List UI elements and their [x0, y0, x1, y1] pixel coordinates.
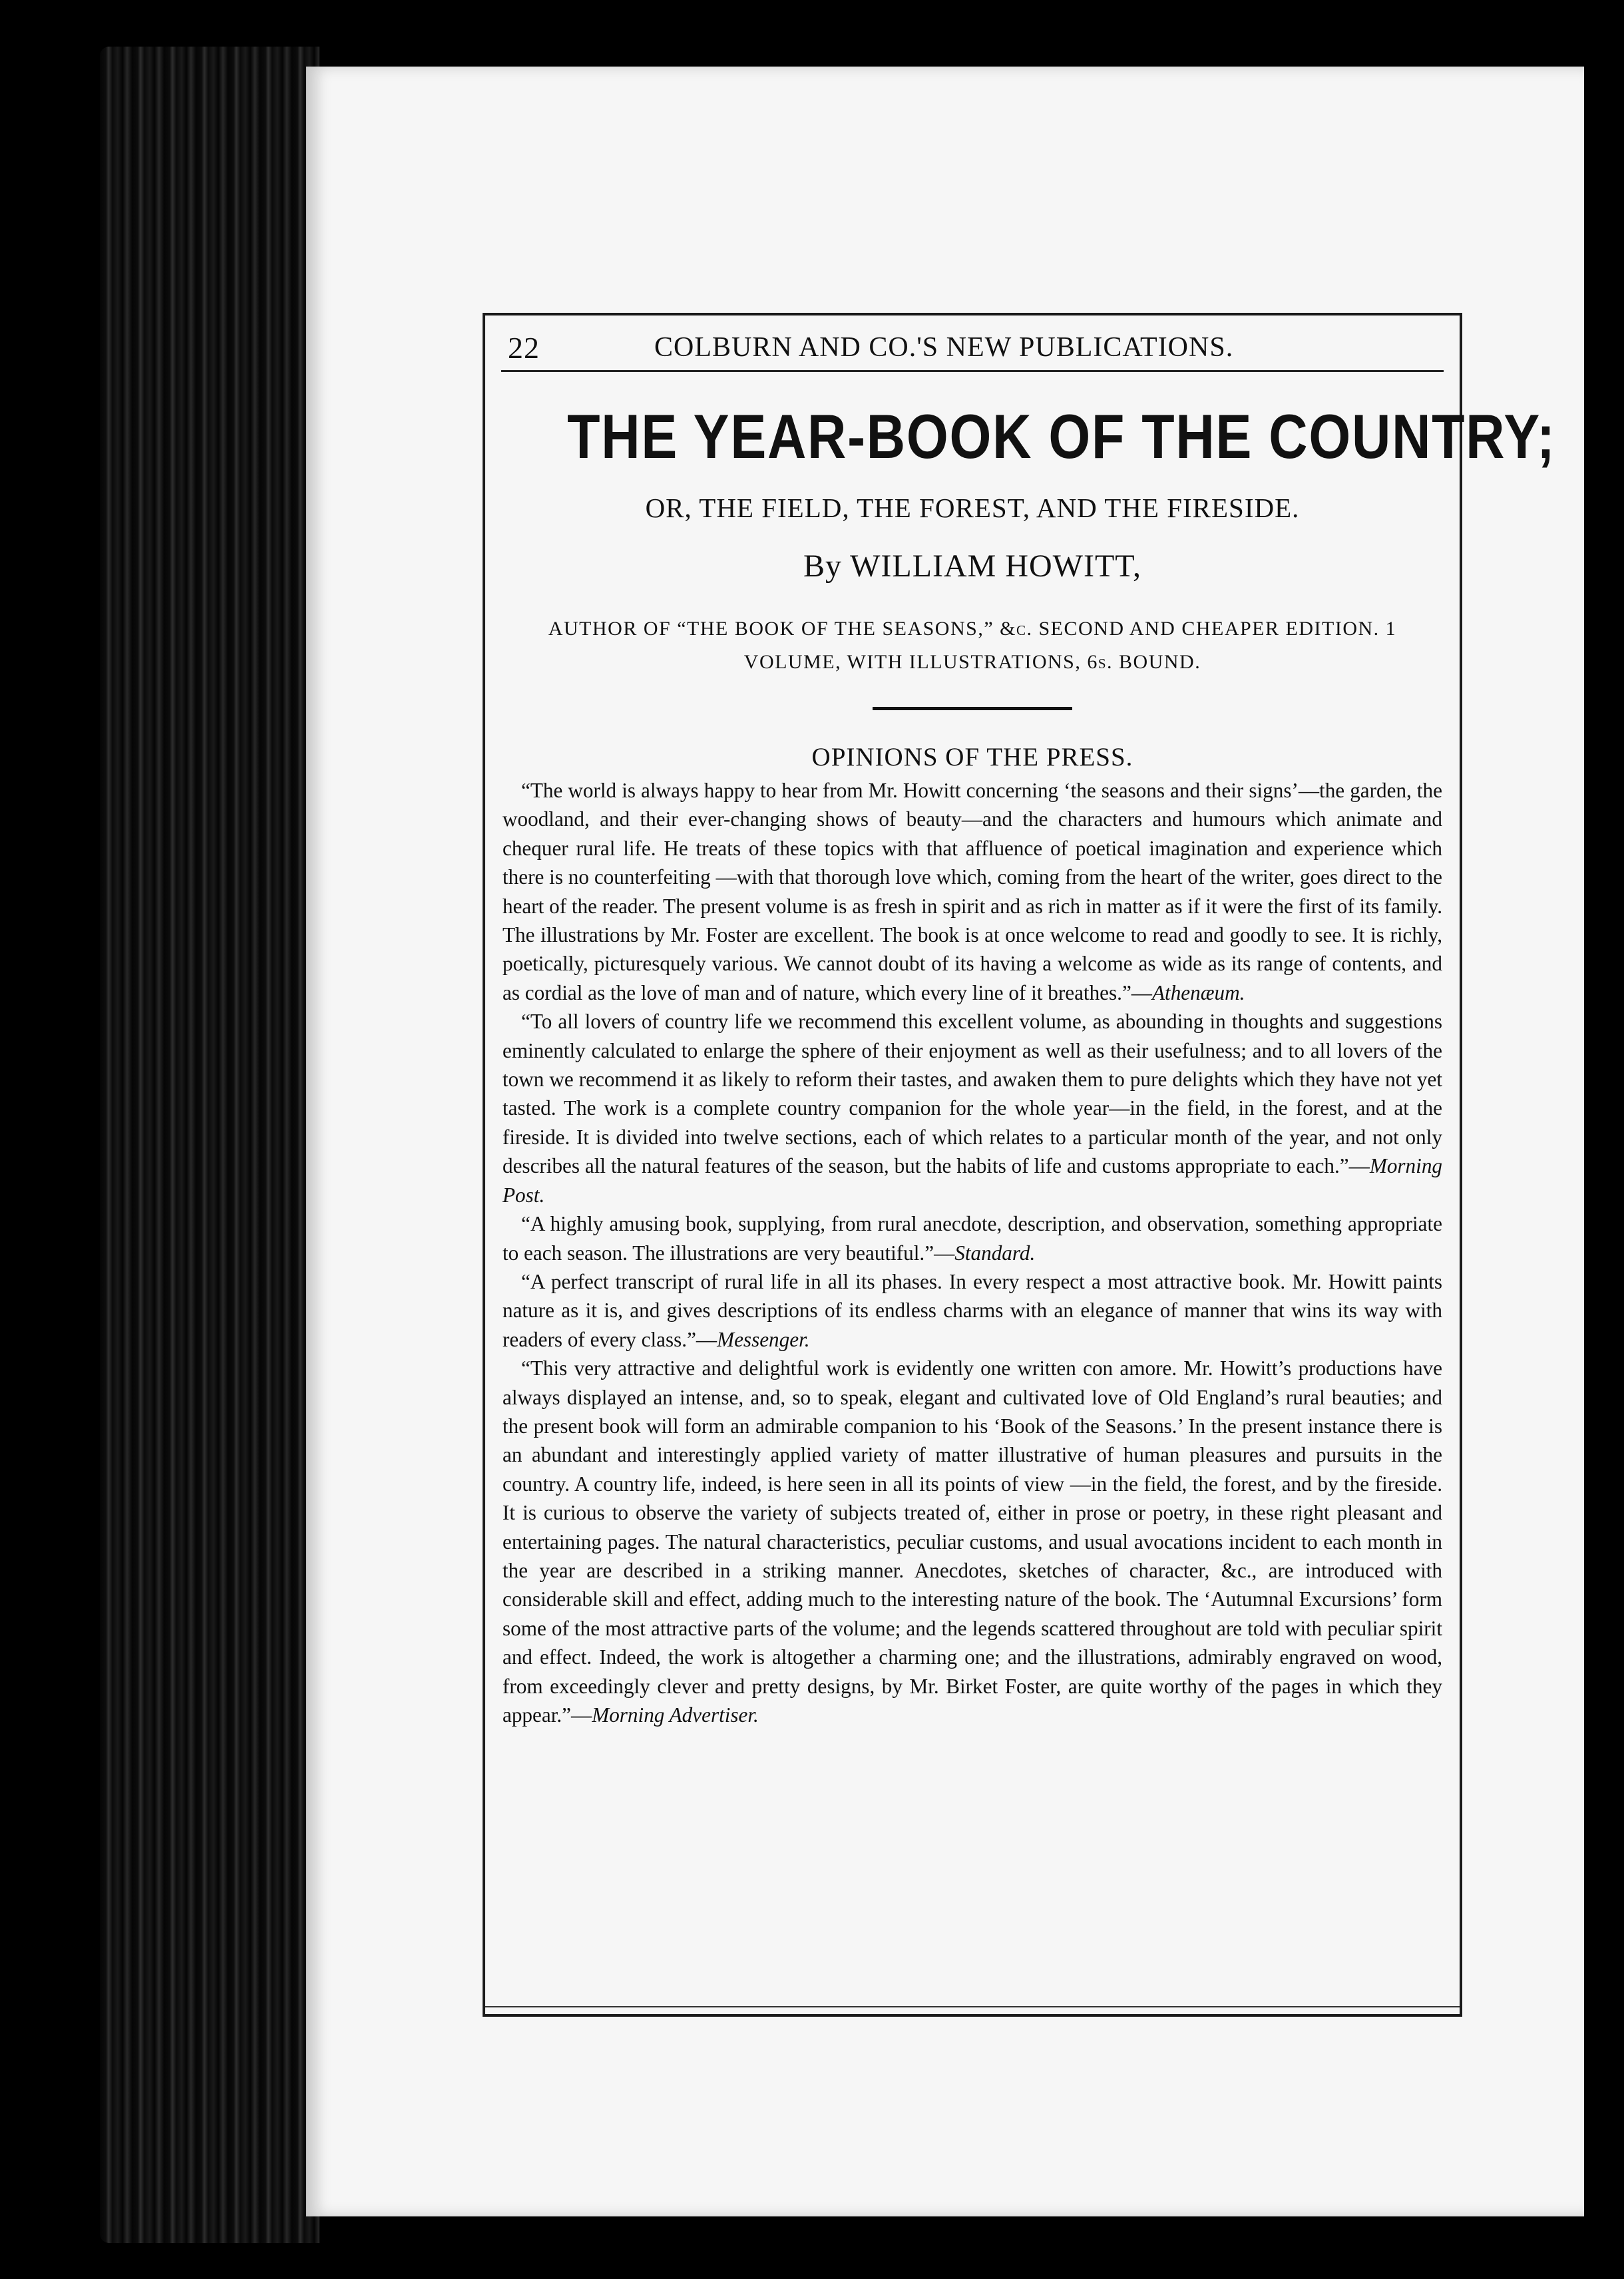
press-quote [501, 1267, 1444, 1354]
quote-text: “To all lovers of country life we recommend this excellent volume, as abounding in thoughts and suggestions eminently calculated to enlarge the sphere of their enjoyment as well as their usefulness; and to all lovers of the town we recommend it as likely to reform their tastes, and awaken them to pure delights which they have not yet tasted. The work is a complete country companion for the whole year—in the field, in the forest, and at the fireside. It is divided into twelve sections, each of which relates to a particular month of the year, and not only describes all the natural features of the season, but the habits of life and customs appropriate to each.”— [503, 1010, 1442, 1178]
quote-source: Athenæum. [1151, 980, 1245, 1004]
bottom-rule [485, 2006, 1460, 2007]
advertisement-frame [483, 313, 1556, 2017]
press-quote [501, 1007, 1444, 1209]
section-divider [873, 707, 1072, 710]
author-byline: By WILLIAM HOWITT, [803, 548, 1142, 584]
quote-text: “The world is always happy to hear from Mr. Howitt concerning ‘the seasons and their signs’—the garden, the woodland, and their ever-changing shows of beauty—and the characters and humours which animate and chequer rural life. He treats of these topics with that affluence of poetical imagination and experience which there is no counterfeiting —with that thorough love which, coming from the heart of the writer, goes direct to the heart of the reader. The present volume is as fresh in spirit and as rich in matter as if it were the first of its family. The illustrations by Mr. Foster are excellent. The book is at once welcome to read and goodly to see. It is richly, poetically, picturesquely various. We cannot doubt of its having a welcome as wide as its range of contents, and as cordial as the love of man and of nature, which every line of it breathes.”— [503, 779, 1442, 1004]
quote-text: “A perfect transcript of rural life in all its phases. In every respect a most attractive book. Mr. Howitt paints nature as it is, and gives descriptions of its endless charms with an elegance of manner that wins its way with readers of every class.”— [503, 1269, 1442, 1351]
quote-source: Messenger. [717, 1327, 810, 1351]
opinions-heading: OPINIONS OF THE PRESS. [811, 743, 1133, 771]
quote-source: Morning Advertiser. [592, 1703, 759, 1727]
edition-note: AUTHOR OF “THE BOOK OF THE SEASONS,” &c. SECOND AND CHEAPER EDITION. 1 VOLUME, WITH ILLUSTRATIONS, 6s. BOUND. [548, 618, 1397, 673]
quote-text: “This very attractive and delightful work is evidently one written con amore. Mr. Howitt’s productions have always displayed an intense, and, so to speak, elegant and cultivated love of Old England’s rural beauties; and the present book will form an admirable companion to his ‘Book of the Seasons.’ In the present instance there is an abundant and interestingly applied variety of matter illustrative of human pleasures and pursuits in the country. A country life, indeed, is here seen in all its points of view —in the field, the forest, and by the fireside. It is curious to observe the variety of subjects treated of, either in prose or poetry, in these right pleasant and entertaining pages. The natural characteristics, peculiar customs, and usual avocations incident to each month in the year are described in a striking manner. Anecdotes, sketches of character, &c., are introduced with considerable skill and effect, adding much to the interesting nature of the book. The ‘Autumnal Excursions’ form some of the most attractive parts of the volume; and the legends scattered throughout are told with peculiar spirit and effect. Indeed, the work is altogether a charming one; and the illustrations, admirably engraved on wood, from exceedingly clever and pretty designs, by Mr. Birket Foster, are quite worthy of the pages in which they appear.”— [503, 1356, 1442, 1727]
book-title: THE YEAR-BOOK OF THE COUNTRY; [567, 401, 1556, 471]
page-number: 22 [508, 331, 540, 365]
book-page [306, 67, 1584, 2216]
quote-text: “A highly amusing book, supplying, from rural anecdote, description, and observation, something appropriate to each season. The illustrations are very beautiful.”— [503, 1212, 1442, 1265]
book-subtitle: OR, THE FIELD, THE FOREST, AND THE FIRESIDE. [645, 493, 1300, 523]
press-quote [501, 776, 1444, 1007]
press-quote [501, 1354, 1444, 1729]
running-head [501, 315, 1444, 372]
quote-source: Standard. [954, 1241, 1036, 1265]
book-spine-edge [100, 47, 319, 2243]
quote-source: Morning Post. [503, 1154, 1442, 1207]
press-quote [501, 1209, 1444, 1267]
running-title: COLBURN AND CO.'S NEW PUBLICATIONS. [654, 332, 1234, 363]
press-quotes [501, 776, 1444, 1729]
